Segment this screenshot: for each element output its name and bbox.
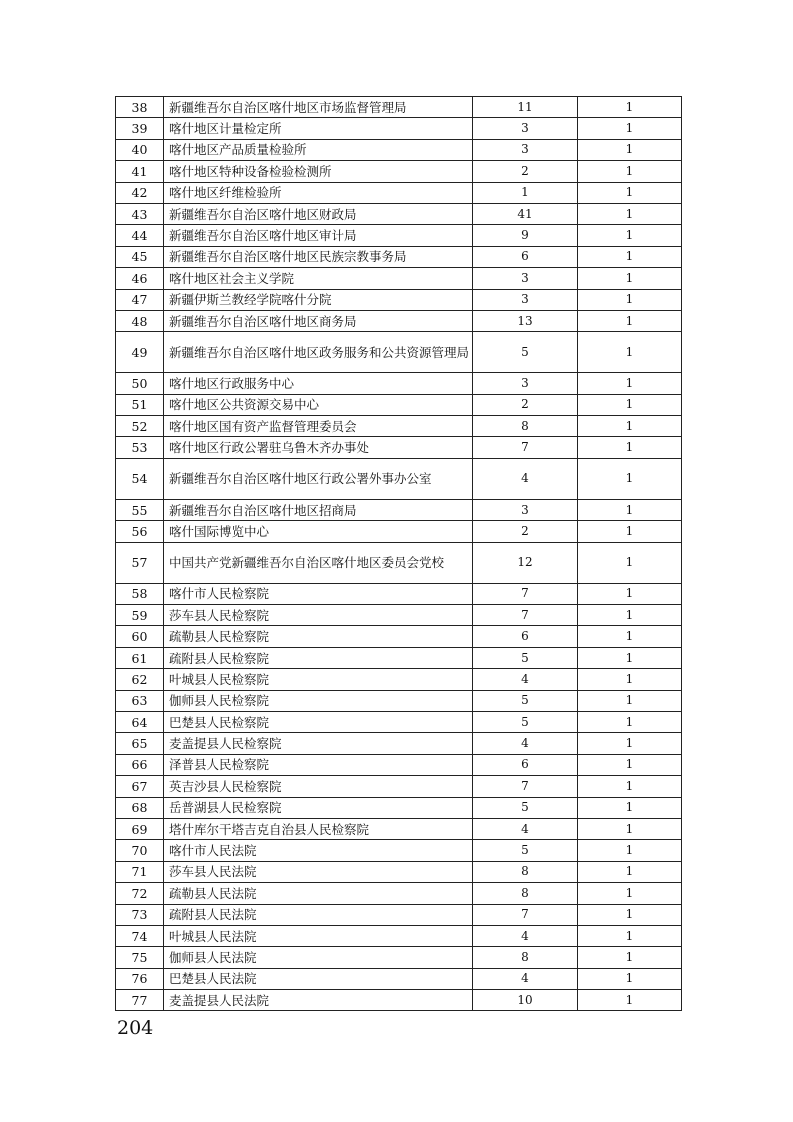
unit-name-cell: 麦盖提县人民法院 — [164, 990, 473, 1011]
quantity-cell: 1 — [578, 861, 682, 882]
count-cell: 3 — [473, 118, 578, 139]
table-row — [116, 840, 682, 861]
row-number-cell: 56 — [116, 521, 164, 542]
row-number-cell: 66 — [116, 754, 164, 775]
row-number-cell: 55 — [116, 499, 164, 520]
unit-name-cell: 新疆维吾尔自治区喀什地区招商局 — [164, 499, 473, 520]
row-number-cell: 58 — [116, 583, 164, 604]
unit-name-cell: 巴楚县人民法院 — [164, 968, 473, 989]
unit-name-cell: 喀什市人民法院 — [164, 840, 473, 861]
unit-name-cell: 新疆维吾尔自治区喀什地区行政公署外事办公室 — [164, 458, 473, 499]
count-cell: 7 — [473, 605, 578, 626]
table-row — [116, 626, 682, 647]
unit-name-cell: 疏勒县人民检察院 — [164, 626, 473, 647]
row-number-cell: 57 — [116, 542, 164, 583]
row-number-cell: 73 — [116, 904, 164, 925]
table-row — [116, 947, 682, 968]
table-row — [116, 583, 682, 604]
quantity-cell: 1 — [578, 647, 682, 668]
quantity-cell: 1 — [578, 161, 682, 182]
table-row — [116, 310, 682, 331]
table-row — [116, 118, 682, 139]
count-cell: 6 — [473, 626, 578, 647]
count-cell: 7 — [473, 583, 578, 604]
quantity-cell: 1 — [578, 669, 682, 690]
unit-name-cell: 英吉沙县人民检察院 — [164, 776, 473, 797]
count-cell: 11 — [473, 97, 578, 118]
quantity-cell: 1 — [578, 139, 682, 160]
count-cell: 5 — [473, 711, 578, 732]
unit-name-cell: 喀什地区计量检定所 — [164, 118, 473, 139]
row-number-cell: 53 — [116, 437, 164, 458]
quantity-cell: 1 — [578, 754, 682, 775]
unit-name-cell: 叶城县人民检察院 — [164, 669, 473, 690]
row-number-cell: 51 — [116, 394, 164, 415]
row-number-cell: 46 — [116, 268, 164, 289]
count-cell: 7 — [473, 904, 578, 925]
unit-name-cell: 疏勒县人民法院 — [164, 883, 473, 904]
unit-name-cell: 新疆伊斯兰教经学院喀什分院 — [164, 289, 473, 310]
table-row — [116, 776, 682, 797]
table-row — [116, 690, 682, 711]
table-row — [116, 968, 682, 989]
count-cell: 7 — [473, 776, 578, 797]
count-cell: 7 — [473, 437, 578, 458]
count-cell: 3 — [473, 499, 578, 520]
unit-name-cell: 中国共产党新疆维吾尔自治区喀什地区委员会党校 — [164, 542, 473, 583]
quantity-cell: 1 — [578, 225, 682, 246]
count-cell: 13 — [473, 310, 578, 331]
count-cell: 4 — [473, 925, 578, 946]
unit-name-cell: 喀什地区国有资产监督管理委员会 — [164, 416, 473, 437]
row-number-cell: 52 — [116, 416, 164, 437]
table-row — [116, 499, 682, 520]
unit-name-cell: 新疆维吾尔自治区喀什地区商务局 — [164, 310, 473, 331]
row-number-cell: 68 — [116, 797, 164, 818]
quantity-cell: 1 — [578, 97, 682, 118]
page-number: 204 — [117, 1017, 154, 1039]
quantity-cell: 1 — [578, 268, 682, 289]
unit-name-cell: 新疆维吾尔自治区喀什地区财政局 — [164, 203, 473, 224]
quantity-cell: 1 — [578, 310, 682, 331]
unit-name-cell: 喀什地区行政公署驻乌鲁木齐办事处 — [164, 437, 473, 458]
row-number-cell: 48 — [116, 310, 164, 331]
table-row — [116, 332, 682, 373]
unit-name-cell: 塔什库尔干塔吉克自治县人民检察院 — [164, 818, 473, 839]
count-cell: 12 — [473, 542, 578, 583]
unit-name-cell: 新疆维吾尔自治区喀什地区审计局 — [164, 225, 473, 246]
count-cell: 4 — [473, 968, 578, 989]
row-number-cell: 70 — [116, 840, 164, 861]
row-number-cell: 41 — [116, 161, 164, 182]
quantity-cell: 1 — [578, 499, 682, 520]
row-number-cell: 64 — [116, 711, 164, 732]
count-cell: 5 — [473, 690, 578, 711]
table-row — [116, 521, 682, 542]
unit-name-cell: 莎车县人民法院 — [164, 861, 473, 882]
unit-name-cell: 喀什国际博览中心 — [164, 521, 473, 542]
quantity-cell: 1 — [578, 990, 682, 1011]
quantity-cell: 1 — [578, 373, 682, 394]
table-row — [116, 373, 682, 394]
table-row — [116, 246, 682, 267]
count-cell: 4 — [473, 818, 578, 839]
table-row — [116, 542, 682, 583]
quantity-cell: 1 — [578, 182, 682, 203]
count-cell: 8 — [473, 861, 578, 882]
count-cell: 6 — [473, 246, 578, 267]
table-row — [116, 861, 682, 882]
table-row — [116, 416, 682, 437]
unit-name-cell: 喀什地区行政服务中心 — [164, 373, 473, 394]
quantity-cell: 1 — [578, 394, 682, 415]
unit-name-cell: 叶城县人民法院 — [164, 925, 473, 946]
quantity-cell: 1 — [578, 840, 682, 861]
row-number-cell: 61 — [116, 647, 164, 668]
quantity-cell: 1 — [578, 904, 682, 925]
count-cell: 4 — [473, 669, 578, 690]
row-number-cell: 42 — [116, 182, 164, 203]
count-cell: 41 — [473, 203, 578, 224]
quantity-cell: 1 — [578, 776, 682, 797]
table-row — [116, 437, 682, 458]
row-number-cell: 69 — [116, 818, 164, 839]
row-number-cell: 54 — [116, 458, 164, 499]
unit-name-cell: 麦盖提县人民检察院 — [164, 733, 473, 754]
table-row — [116, 647, 682, 668]
quantity-cell: 1 — [578, 246, 682, 267]
quantity-cell: 1 — [578, 797, 682, 818]
quantity-cell: 1 — [578, 883, 682, 904]
table-row — [116, 797, 682, 818]
table-row — [116, 711, 682, 732]
unit-name-cell: 新疆维吾尔自治区喀什地区民族宗教事务局 — [164, 246, 473, 267]
unit-name-cell: 喀什地区特种设备检验检测所 — [164, 161, 473, 182]
table-row — [116, 458, 682, 499]
row-number-cell: 72 — [116, 883, 164, 904]
table-row — [116, 605, 682, 626]
row-number-cell: 75 — [116, 947, 164, 968]
table-row — [116, 669, 682, 690]
table-body — [116, 97, 682, 1011]
quantity-cell: 1 — [578, 925, 682, 946]
table-row — [116, 97, 682, 118]
table-row — [116, 990, 682, 1011]
unit-name-cell: 喀什地区纤维检验所 — [164, 182, 473, 203]
row-number-cell: 50 — [116, 373, 164, 394]
table-row — [116, 754, 682, 775]
unit-name-cell: 喀什地区公共资源交易中心 — [164, 394, 473, 415]
count-cell: 3 — [473, 289, 578, 310]
quantity-cell: 1 — [578, 947, 682, 968]
count-cell: 3 — [473, 373, 578, 394]
table-row — [116, 883, 682, 904]
row-number-cell: 38 — [116, 97, 164, 118]
units-table — [115, 96, 681, 1011]
table-row — [116, 161, 682, 182]
quantity-cell: 1 — [578, 968, 682, 989]
table-row — [116, 904, 682, 925]
table-row — [116, 289, 682, 310]
count-cell: 3 — [473, 268, 578, 289]
quantity-cell: 1 — [578, 733, 682, 754]
table-row — [116, 925, 682, 946]
unit-name-cell: 疏附县人民检察院 — [164, 647, 473, 668]
count-cell: 5 — [473, 332, 578, 373]
unit-name-cell: 泽普县人民检察院 — [164, 754, 473, 775]
quantity-cell: 1 — [578, 521, 682, 542]
row-number-cell: 62 — [116, 669, 164, 690]
quantity-cell: 1 — [578, 203, 682, 224]
unit-name-cell: 喀什地区产品质量检验所 — [164, 139, 473, 160]
quantity-cell: 1 — [578, 711, 682, 732]
quantity-cell: 1 — [578, 458, 682, 499]
count-cell: 10 — [473, 990, 578, 1011]
quantity-cell: 1 — [578, 437, 682, 458]
count-cell: 9 — [473, 225, 578, 246]
count-cell: 3 — [473, 139, 578, 160]
count-cell: 5 — [473, 840, 578, 861]
row-number-cell: 67 — [116, 776, 164, 797]
count-cell: 8 — [473, 416, 578, 437]
row-number-cell: 44 — [116, 225, 164, 246]
unit-name-cell: 伽师县人民法院 — [164, 947, 473, 968]
table-row — [116, 203, 682, 224]
quantity-cell: 1 — [578, 289, 682, 310]
quantity-cell: 1 — [578, 626, 682, 647]
count-cell: 5 — [473, 647, 578, 668]
count-cell: 4 — [473, 733, 578, 754]
unit-name-cell: 新疆维吾尔自治区喀什地区政务服务和公共资源管理局 — [164, 332, 473, 373]
table-row — [116, 818, 682, 839]
quantity-cell: 1 — [578, 690, 682, 711]
quantity-cell: 1 — [578, 118, 682, 139]
unit-name-cell: 伽师县人民检察院 — [164, 690, 473, 711]
count-cell: 2 — [473, 521, 578, 542]
row-number-cell: 40 — [116, 139, 164, 160]
count-cell: 1 — [473, 182, 578, 203]
quantity-cell: 1 — [578, 583, 682, 604]
count-cell: 8 — [473, 947, 578, 968]
row-number-cell: 65 — [116, 733, 164, 754]
row-number-cell: 43 — [116, 203, 164, 224]
table-row — [116, 225, 682, 246]
table-row — [116, 268, 682, 289]
row-number-cell: 59 — [116, 605, 164, 626]
row-number-cell: 76 — [116, 968, 164, 989]
row-number-cell: 60 — [116, 626, 164, 647]
row-number-cell: 63 — [116, 690, 164, 711]
quantity-cell: 1 — [578, 542, 682, 583]
row-number-cell: 74 — [116, 925, 164, 946]
unit-name-cell: 疏附县人民法院 — [164, 904, 473, 925]
unit-name-cell: 喀什地区社会主义学院 — [164, 268, 473, 289]
count-cell: 4 — [473, 458, 578, 499]
row-number-cell: 47 — [116, 289, 164, 310]
row-number-cell: 39 — [116, 118, 164, 139]
unit-name-cell: 莎车县人民检察院 — [164, 605, 473, 626]
count-cell: 6 — [473, 754, 578, 775]
table-row — [116, 394, 682, 415]
count-cell: 8 — [473, 883, 578, 904]
unit-name-cell: 新疆维吾尔自治区喀什地区市场监督管理局 — [164, 97, 473, 118]
quantity-cell: 1 — [578, 818, 682, 839]
count-cell: 5 — [473, 797, 578, 818]
row-number-cell: 71 — [116, 861, 164, 882]
unit-name-cell: 岳普湖县人民检察院 — [164, 797, 473, 818]
table-row — [116, 139, 682, 160]
table-row — [116, 182, 682, 203]
row-number-cell: 49 — [116, 332, 164, 373]
row-number-cell: 45 — [116, 246, 164, 267]
count-cell: 2 — [473, 161, 578, 182]
quantity-cell: 1 — [578, 416, 682, 437]
unit-name-cell: 喀什市人民检察院 — [164, 583, 473, 604]
row-number-cell: 77 — [116, 990, 164, 1011]
table-row — [116, 733, 682, 754]
quantity-cell: 1 — [578, 332, 682, 373]
count-cell: 2 — [473, 394, 578, 415]
quantity-cell: 1 — [578, 605, 682, 626]
unit-name-cell: 巴楚县人民检察院 — [164, 711, 473, 732]
